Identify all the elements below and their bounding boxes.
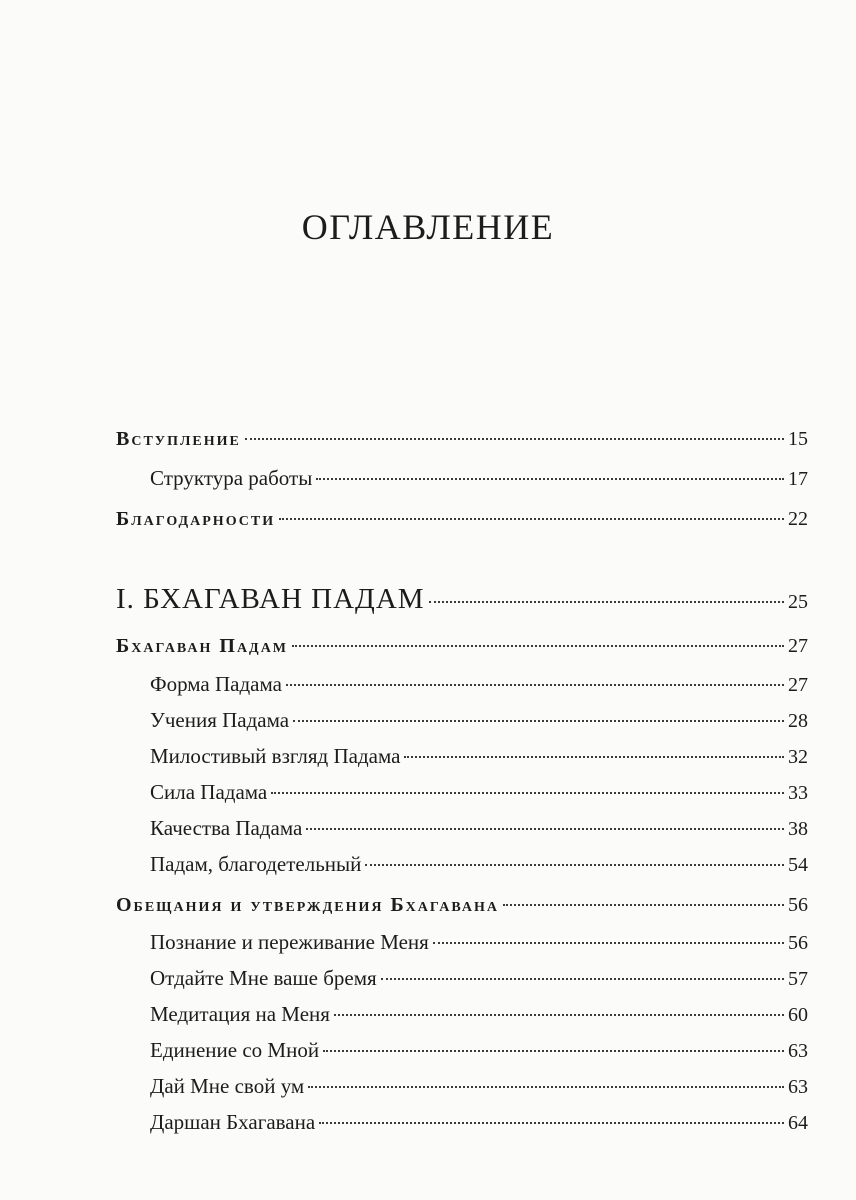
toc-entry [116, 780, 808, 805]
dot-leader [429, 601, 784, 603]
toc-entry-page: 25 [788, 591, 808, 613]
dot-leader [404, 756, 784, 758]
dot-leader [293, 720, 784, 722]
toc-entry [116, 428, 808, 451]
dot-leader [319, 1122, 784, 1124]
dot-leader [271, 792, 784, 794]
toc-entry-page: 60 [788, 1004, 808, 1026]
toc-entry-page: 63 [788, 1040, 808, 1062]
toc-entry-label: Качества Падама [150, 816, 303, 840]
dot-leader [292, 645, 784, 647]
toc-entry-page: 22 [788, 508, 808, 530]
dot-leader [503, 904, 784, 906]
toc-entry-page: 38 [788, 818, 808, 840]
toc-entry-label: Падам, благодетельный [150, 852, 362, 876]
dot-leader [334, 1014, 784, 1016]
dot-leader [433, 942, 784, 944]
toc-entry-label: I. БХАГАВАН ПАДАМ [116, 583, 425, 615]
toc-entry-label: Структура работы [150, 466, 313, 490]
toc-entry [116, 672, 808, 697]
dot-leader [245, 438, 784, 440]
toc-entry [116, 930, 808, 955]
toc-entry-label: Единение со Мной [150, 1038, 320, 1062]
toc-entry-label: Благодарности [116, 508, 276, 530]
dot-leader [323, 1050, 784, 1052]
page-title: ОГЛАВЛЕНИЕ [301, 207, 555, 247]
toc-entry [116, 583, 808, 616]
toc-entry-page: 56 [788, 932, 808, 954]
toc-entry-page: 56 [788, 894, 808, 916]
toc-entry [116, 1038, 808, 1063]
toc-entry-label: Учения Падама [150, 708, 290, 732]
toc-entry-page: 28 [788, 710, 808, 732]
toc-entry-page: 17 [788, 468, 808, 490]
toc-entry-label: Отдайте Мне ваше бремя [150, 966, 377, 990]
toc-entry [116, 852, 808, 877]
dot-leader [308, 1086, 784, 1088]
dot-leader [365, 864, 784, 866]
toc-entry-label: Сила Падама [150, 780, 268, 804]
toc-entry-page: 15 [788, 428, 808, 450]
toc-entry [116, 744, 808, 769]
toc-entry-page: 27 [788, 635, 808, 657]
toc-entry-page: 32 [788, 746, 808, 768]
toc-entry-label: Даршан Бхагавана [150, 1110, 316, 1134]
dot-leader [286, 684, 784, 686]
toc-entry [116, 966, 808, 991]
toc-entry-label: Дай Мне свой ум [150, 1074, 305, 1098]
toc-entry-page: 64 [788, 1112, 808, 1134]
toc-entry-label: Форма Падама [150, 672, 282, 696]
dot-leader [279, 518, 784, 520]
dot-leader [306, 828, 784, 830]
toc-entry-page: 54 [788, 854, 808, 876]
toc-entry [116, 508, 808, 531]
toc-entry [116, 708, 808, 733]
toc-entry-page: 57 [788, 968, 808, 990]
toc-entry [116, 1074, 808, 1099]
toc-entry-page: 27 [788, 674, 808, 696]
toc-entry-label: Вступление [116, 428, 241, 450]
toc-entry-label: Обещания и утверждения Бхагавана [116, 894, 499, 916]
toc-entry-label: Бхагаван Падам [116, 635, 289, 657]
dot-leader [381, 978, 784, 980]
toc-entry-label: Медитация на Меня [150, 1002, 330, 1026]
dot-leader [316, 478, 784, 480]
toc-entry [116, 816, 808, 841]
toc-entry-page: 33 [788, 782, 808, 804]
toc-entry-page: 63 [788, 1076, 808, 1098]
toc-entry-label: Милостивый взгляд Падама [150, 744, 401, 768]
toc-entry-label: Познание и переживание Меня [150, 930, 429, 954]
toc-entry [116, 466, 808, 491]
toc-entry [116, 635, 808, 658]
toc-entry [116, 1002, 808, 1027]
toc-entry [116, 1110, 808, 1135]
toc-entry [116, 894, 808, 917]
